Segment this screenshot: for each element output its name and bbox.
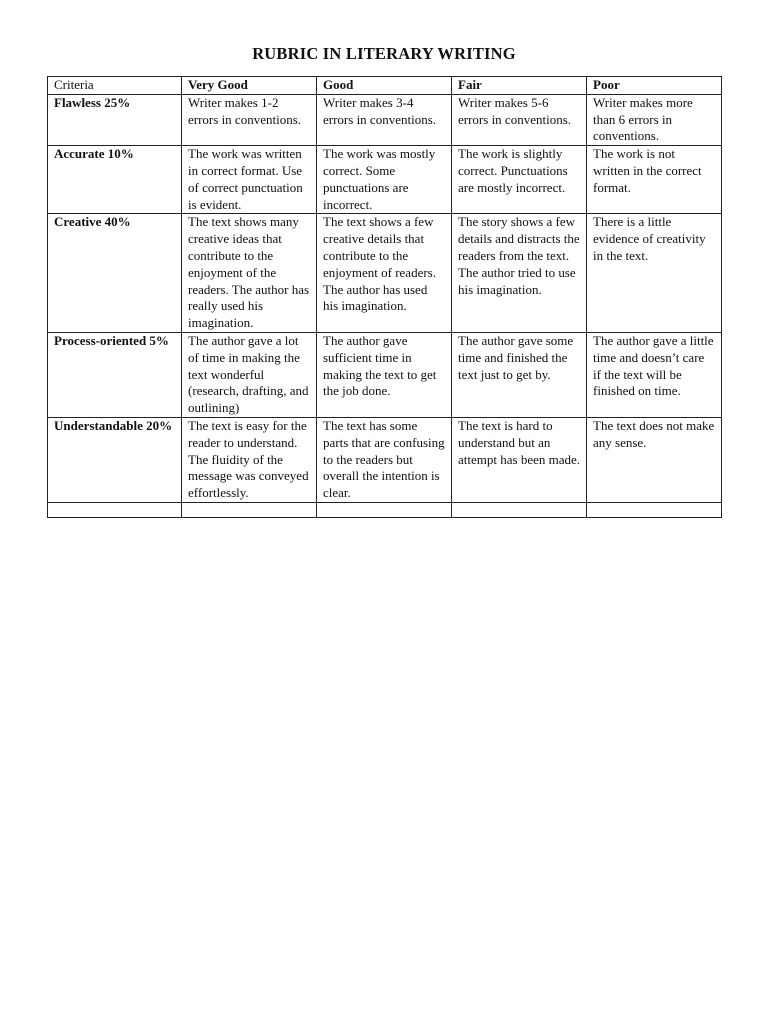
fair-cell: The author gave some time and finished the text just to get by. <box>452 332 587 417</box>
empty-cell <box>182 502 317 517</box>
fair-cell: The work is slightly correct. Punctuations are mostly incorrect. <box>452 146 587 214</box>
good-cell: The work was mostly correct. Some punctuations are incorrect. <box>317 146 452 214</box>
criteria-cell: Accurate 10% <box>48 146 182 214</box>
fair-cell: Writer makes 5-6 errors in conventions. <box>452 94 587 145</box>
empty-cell <box>48 502 182 517</box>
good-cell: Writer makes 3-4 errors in conventions. <box>317 94 452 145</box>
rubric-table <box>47 76 722 518</box>
table-row <box>48 332 722 417</box>
table-header-row <box>48 77 722 95</box>
fair-cell: The text is hard to understand but an attempt has been made. <box>452 417 587 502</box>
good-cell: The author gave sufficient time in making the text to get the job done. <box>317 332 452 417</box>
good-cell: The text has some parts that are confusing to the readers but overall the intention is clear. <box>317 417 452 502</box>
table-row <box>48 214 722 333</box>
criteria-cell: Understandable 20% <box>48 417 182 502</box>
very-good-cell: The text shows many creative ideas that contribute to the enjoyment of the readers. The author has really used his imagination. <box>182 214 317 333</box>
criteria-cell: Process-oriented 5% <box>48 332 182 417</box>
column-header-poor: Poor <box>587 77 722 95</box>
column-header-criteria: Criteria <box>48 77 182 95</box>
very-good-cell: The work was written in correct format. Use of correct punctuation is evident. <box>182 146 317 214</box>
column-header-very-good: Very Good <box>182 77 317 95</box>
document-title: RUBRIC IN LITERARY WRITING <box>252 44 516 63</box>
column-header-good: Good <box>317 77 452 95</box>
table-row <box>48 417 722 502</box>
good-cell: The text shows a few creative details that contribute to the enjoyment of readers. The author has used his imagination. <box>317 214 452 333</box>
criteria-cell: Creative 40% <box>48 214 182 333</box>
poor-cell: There is a little evidence of creativity in the text. <box>587 214 722 333</box>
fair-cell: The story shows a few details and distracts the readers from the text. The author tried to use his imagination. <box>452 214 587 333</box>
empty-cell <box>587 502 722 517</box>
very-good-cell: The text is easy for the reader to understand. The fluidity of the message was conveyed effortlessly. <box>182 417 317 502</box>
empty-table-row <box>48 502 722 517</box>
table-row <box>48 94 722 145</box>
poor-cell: The work is not written in the correct format. <box>587 146 722 214</box>
criteria-cell: Flawless 25% <box>48 94 182 145</box>
table-row <box>48 146 722 214</box>
very-good-cell: The author gave a lot of time in making the text wonderful (research, drafting, and outlining) <box>182 332 317 417</box>
poor-cell: The author gave a little time and doesn’t care if the text will be finished on time. <box>587 332 722 417</box>
poor-cell: The text does not make any sense. <box>587 417 722 502</box>
empty-cell <box>317 502 452 517</box>
very-good-cell: Writer makes 1-2 errors in conventions. <box>182 94 317 145</box>
poor-cell: Writer makes more than 6 errors in conventions. <box>587 94 722 145</box>
empty-cell <box>452 502 587 517</box>
column-header-fair: Fair <box>452 77 587 95</box>
